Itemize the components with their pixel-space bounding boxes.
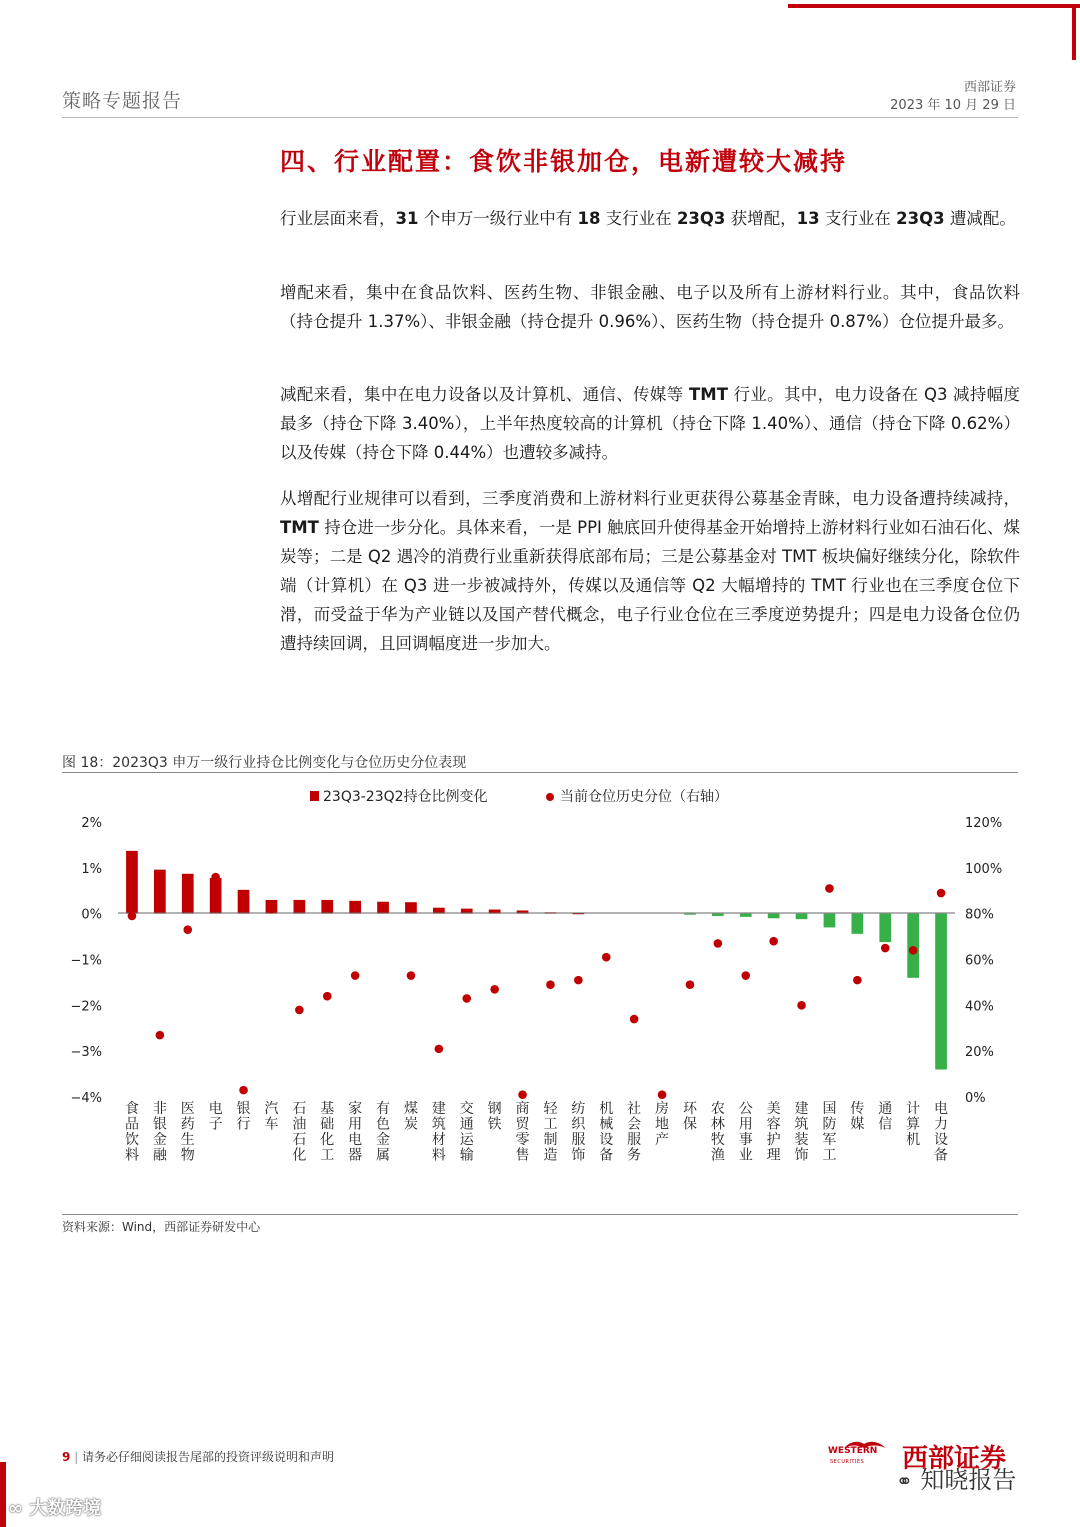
category-label: 汽车 — [264, 1101, 279, 1133]
category-label: 机械设备 — [599, 1101, 614, 1164]
right-tick-label: 0% — [965, 1091, 986, 1106]
category-label: 煤炭 — [403, 1101, 418, 1133]
scatter-point — [546, 980, 555, 989]
left-tick-label: −2% — [70, 999, 102, 1015]
category-label: 电子 — [208, 1101, 223, 1133]
bar — [154, 870, 166, 914]
bar — [321, 900, 333, 914]
category-label: 家用电器 — [348, 1101, 363, 1164]
paragraph-1: 行业层面来看，31 个申万一级行业中有 18 支行业在 23Q3 获增配，13 支行业在 23Q3 遭减配。 — [280, 209, 1016, 228]
category-label: 农林牧渔 — [710, 1101, 725, 1164]
logo-english: WESTERN — [828, 1446, 878, 1456]
right-tick-label: 120% — [965, 816, 1003, 831]
category-label: 美容护理 — [766, 1101, 781, 1164]
scatter-point — [937, 889, 946, 898]
bar — [405, 902, 417, 913]
category-label: 建筑装饰 — [794, 1101, 809, 1164]
bar — [238, 890, 250, 914]
scatter-point — [797, 1001, 806, 1010]
scatter-point — [407, 971, 416, 980]
paragraph-2: 增配来看，集中在食品饮料、医药生物、非银金融、电子以及所有上游材料行业。其中，食品饮料（持仓提升 1.37%）、非银金融（持仓提升 0.96%）、医药生物（持仓提升 0.87%）仓位提升最多。 — [280, 283, 1020, 331]
legend-dot-label: 当前仓位历史分位（右轴） — [560, 789, 728, 805]
bar — [907, 914, 919, 978]
left-tick-label: −1% — [70, 953, 102, 969]
category-label: 传媒 — [850, 1101, 865, 1133]
legend-bar-swatch — [310, 791, 319, 801]
watermark-zhixiao — [896, 1460, 1016, 1495]
page-number: 9 — [62, 1450, 71, 1464]
report-type-label: 策略专题报告 — [62, 90, 183, 112]
footer-corner-decoration — [0, 1462, 6, 1527]
footer-disclaimer: 9 | 请务必仔细阅读报告尾部的投资评级说明和声明 — [62, 1450, 335, 1464]
scatter-point — [769, 937, 778, 946]
category-label: 计算机 — [906, 1101, 921, 1148]
scatter-point — [267, 905, 276, 914]
category-label: 非银金融 — [152, 1101, 167, 1164]
bar — [712, 914, 724, 916]
scatter-point — [239, 1086, 248, 1095]
dashu-logo-icon: ∞ — [8, 1498, 23, 1519]
watermark-dashu — [8, 1494, 101, 1520]
bar — [210, 878, 222, 914]
category-label: 房地产 — [655, 1101, 670, 1148]
scatter-point — [518, 1090, 527, 1099]
scatter-point — [183, 925, 192, 934]
right-tick-label: 60% — [965, 953, 994, 969]
scatter-point — [881, 944, 890, 953]
category-label: 食品饮料 — [124, 1101, 139, 1164]
logo-chinese: 西部证券 — [902, 1444, 1007, 1474]
scatter-point — [602, 953, 611, 962]
category-label: 基础化工 — [320, 1101, 335, 1164]
watermark-zhixiao-text: 知晓报告 — [920, 1466, 1017, 1494]
category-label: 纺织服饰 — [571, 1101, 586, 1164]
figure-source: 资料来源：Wind，西部证券研发中心 — [62, 1220, 261, 1234]
bar — [293, 900, 305, 914]
category-label: 建筑材料 — [431, 1101, 446, 1164]
figure-bottom-divider — [62, 1214, 1018, 1215]
scatter-point — [462, 994, 471, 1003]
category-label: 银行 — [236, 1101, 251, 1133]
bar — [684, 914, 696, 915]
scatter-point — [686, 980, 695, 989]
scatter-point — [714, 939, 723, 948]
scatter-point — [630, 1015, 639, 1024]
chart-legend — [310, 788, 728, 805]
category-label: 交通运输 — [459, 1101, 474, 1164]
bar — [935, 914, 947, 1070]
category-label: 环保 — [682, 1101, 697, 1133]
scatter-point — [156, 1031, 165, 1040]
company-name: 西部证券 — [963, 80, 1016, 95]
bar — [740, 914, 752, 917]
bar — [796, 914, 808, 920]
category-label: 有色金属 — [376, 1101, 391, 1164]
right-tick-label: 20% — [965, 1045, 994, 1061]
category-label: 通信 — [878, 1101, 893, 1133]
category-label: 商贸零售 — [515, 1101, 530, 1164]
left-axis — [70, 816, 102, 1106]
category-label: 社会服务 — [627, 1101, 642, 1164]
scatter-point — [853, 976, 862, 985]
scatter-point — [825, 884, 834, 893]
category-label: 国防军工 — [822, 1101, 837, 1164]
figure-top-divider — [62, 772, 1018, 773]
left-tick-label: −3% — [70, 1045, 102, 1061]
watermark-dashu-text: 大数跨境 — [29, 1498, 102, 1519]
bar — [349, 901, 361, 914]
category-label: 医药生物 — [180, 1101, 195, 1164]
section-title: 四、行业配置：食饮非银加仓，电新遭较大减持 — [280, 147, 848, 176]
category-label: 钢铁 — [487, 1101, 502, 1133]
right-tick-label: 100% — [965, 861, 1003, 877]
right-axis — [965, 816, 1002, 1106]
bar-series — [126, 851, 947, 1070]
scatter-point — [128, 912, 137, 921]
scatter-point — [741, 971, 750, 980]
left-tick-label: −4% — [70, 1091, 102, 1106]
wechat-icon: ⚭ — [896, 1469, 913, 1493]
paragraph-4: 从增配行业规律可以看到，三季度消费和上游材料行业更获得公募基金青睐，电力设备遭持续减持，TMT 持仓进一步分化。具体来看，一是 PPI 触底回升使得基金开始增持上游材料行业如石油石化、煤炭等；二是 Q2 遇冷的消费行业重新获得底部布局；三是公募基金对 TMT 板块偏好继续分化，除软件端（计算机）在 Q3 进一步被减持外，传媒以及通信等 Q2 大幅增持的 TMT 行业也在三季度仓位下滑，而受益于华为产业链以及国产替代概念，电子行业仓位在三季度逆势提升；四是电力设备仓位仍遭持续回调，且回调幅度进一步加大。 — [280, 489, 1020, 653]
report-date: 2023 年 10 月 29 日 — [890, 98, 1016, 113]
category-label: 公用事业 — [738, 1101, 753, 1164]
left-tick-label: 2% — [81, 816, 102, 831]
scatter-series — [128, 873, 946, 1099]
left-tick-label: 0% — [81, 907, 102, 923]
bar — [126, 851, 138, 914]
logo-english-sub: SECURITIES — [830, 1459, 865, 1465]
header-corner-decoration — [788, 0, 1080, 60]
scatter-point — [658, 1090, 667, 1099]
header-divider — [62, 117, 1018, 118]
right-tick-label: 80% — [965, 907, 994, 923]
disclaimer-text: 请务必仔细阅读报告尾部的投资评级说明和声明 — [82, 1450, 335, 1464]
bar — [824, 914, 836, 928]
scatter-point — [295, 1006, 304, 1015]
scatter-point — [323, 992, 332, 1001]
category-label: 石油石化 — [292, 1101, 307, 1164]
scatter-point — [351, 971, 360, 980]
scatter-point — [574, 976, 583, 985]
scatter-point — [435, 1045, 444, 1054]
legend-bar-label: 23Q3-23Q2持仓比例变化 — [323, 789, 488, 805]
category-labels — [125, 1100, 948, 1164]
legend-dot-swatch — [546, 793, 554, 801]
figure-title: 图 18：2023Q3 申万一级行业持仓比例变化与仓位历史分位表现 — [62, 755, 467, 771]
bar — [182, 874, 194, 914]
bar — [851, 914, 863, 934]
category-label: 轻工制造 — [543, 1101, 558, 1164]
bar — [879, 914, 891, 942]
category-label: 电力设备 — [934, 1101, 949, 1164]
scatter-point — [211, 873, 220, 882]
bar — [768, 914, 780, 919]
paragraph-3: 减配来看，集中在电力设备以及计算机、通信、传媒等 TMT 行业。其中，电力设备在 Q3 减持幅度最多（持仓下降 3.40%），上半年热度较高的计算机（持仓下降 1.40%）、通信（持仓下降 0.62%）以及传媒（持仓下降 0.44%）也遭较多减持。 — [280, 385, 1020, 462]
scatter-point — [909, 946, 918, 955]
left-tick-label: 1% — [81, 861, 102, 877]
holdings-chart — [62, 778, 1018, 1210]
right-tick-label: 40% — [965, 999, 994, 1015]
scatter-point — [379, 902, 388, 911]
scatter-point — [490, 985, 499, 994]
